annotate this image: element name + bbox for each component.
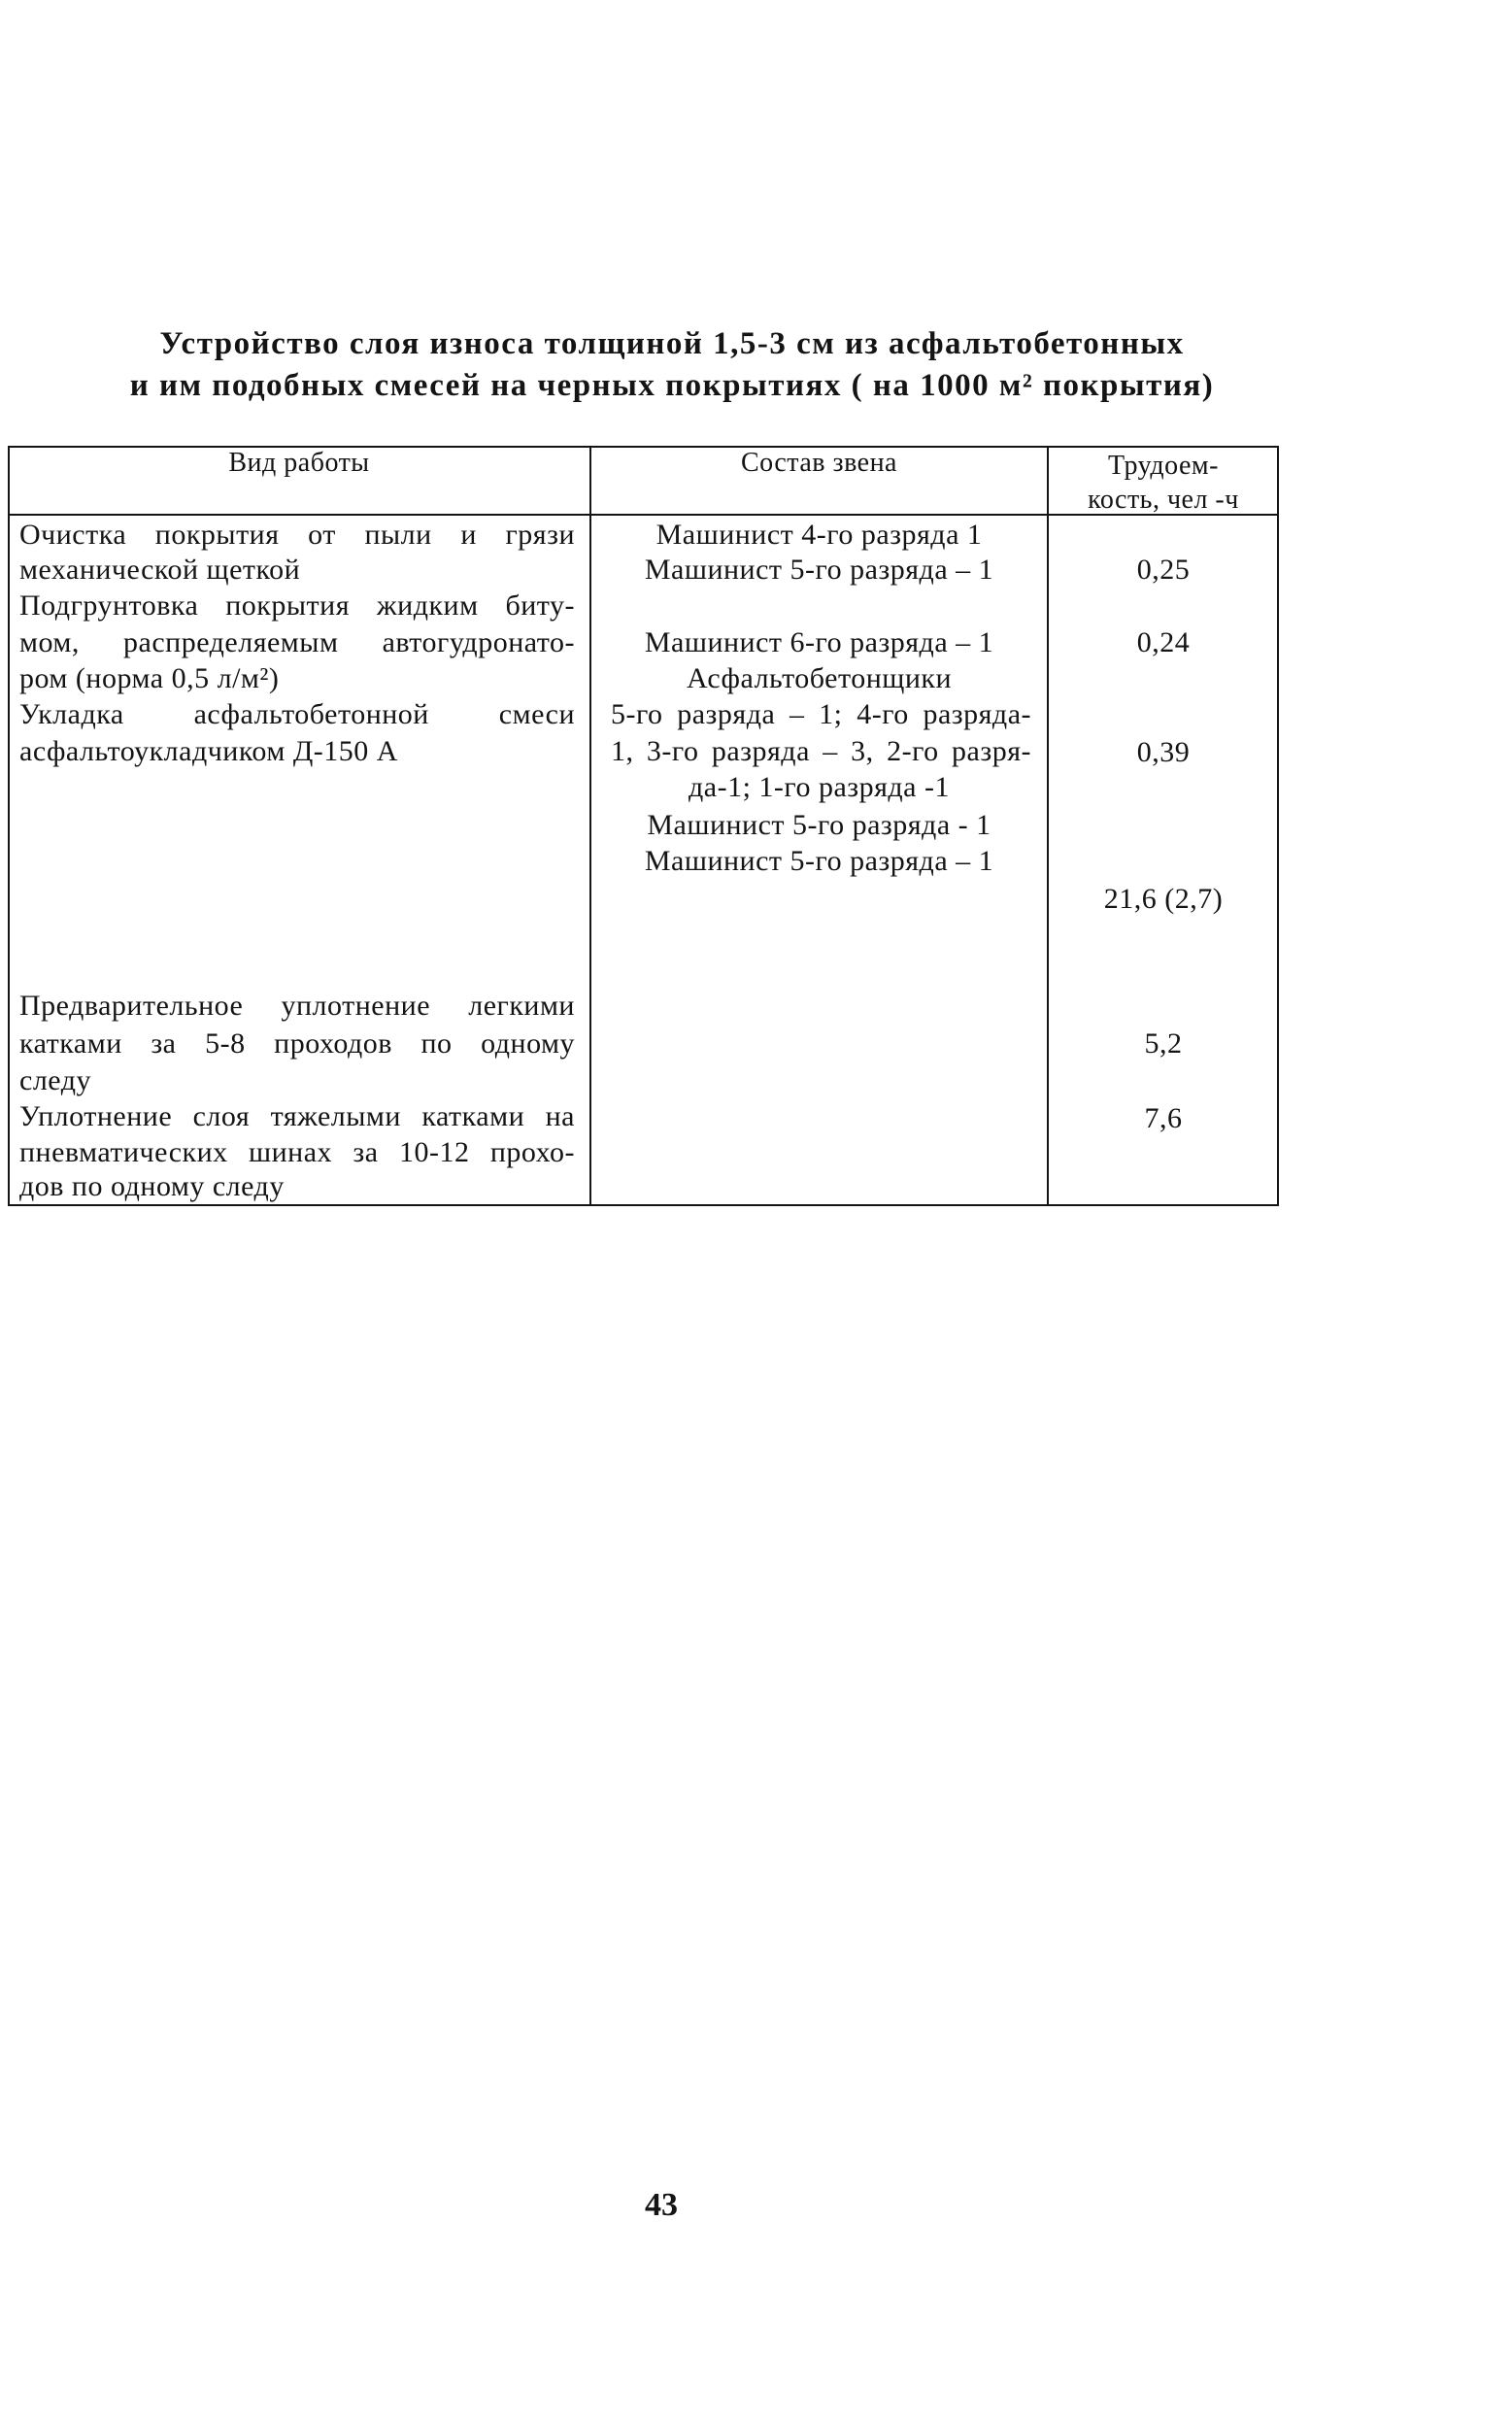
- labor-value: 5,2: [1144, 1027, 1183, 1060]
- work-line: механической щеткой: [19, 554, 301, 586]
- header-labor-line-2: кость, чел -ч: [1088, 485, 1239, 515]
- crew-line: Машинист 5-го разряда – 1: [644, 554, 994, 586]
- work-line: Подгрунтовка покрытия жидким биту-: [19, 589, 575, 622]
- labor-value: 0,24: [1136, 626, 1191, 658]
- work-line: Укладка асфальтобетонной смеси: [19, 698, 575, 730]
- crew-line: Машинист 5-го разряда – 1: [644, 845, 994, 877]
- work-line: Предварительное уплотнение легкими: [19, 990, 575, 1022]
- crew-line: Машинист 6-го разряда – 1: [644, 626, 994, 658]
- crew-line: Асфальтобетонщики: [686, 662, 953, 694]
- crew-line: 5-го разряда – 1; 4-го разряда-: [611, 698, 1031, 730]
- title-line-2: и им подобных смесей на черных покрытиях ( на 1000 м² покрытия): [129, 368, 1215, 403]
- title-line-1: Устройство слоя износа толщиной 1,5-3 см из асфальтобетонных: [159, 326, 1185, 361]
- crew-line: Машинист 4-го разряда 1: [655, 519, 983, 551]
- work-line: ром (норма 0,5 л/м²): [19, 662, 280, 694]
- header-work-type: Вид работы: [228, 448, 370, 478]
- work-line: Уплотнение слоя тяжелыми катками на: [19, 1100, 575, 1132]
- work-line: пневматических шинах за 10-12 прохо-: [19, 1136, 575, 1168]
- page-number: 43: [645, 2187, 678, 2223]
- column-divider-2: [1047, 446, 1049, 1206]
- labor-value: 0,25: [1136, 554, 1191, 586]
- work-line: дов по одному следу: [19, 1170, 285, 1202]
- labor-value: 21,6 (2,7): [1103, 883, 1224, 915]
- work-line: Очистка покрытия от пыли и грязи: [19, 519, 575, 551]
- labor-value: 0,39: [1136, 736, 1191, 768]
- crew-line: 1, 3-го разряда – 3, 2-го разря-: [611, 735, 1031, 767]
- work-line: асфальтоукладчиком Д-150 А: [19, 735, 398, 767]
- work-line: мом, распределяемым автогудронато-: [19, 626, 575, 658]
- crew-line: Машинист 5-го разряда - 1: [647, 809, 991, 841]
- labor-value: 7,6: [1144, 1102, 1183, 1134]
- header-crew: Состав звена: [741, 448, 897, 478]
- crew-line: да-1; 1-го разряда -1: [689, 771, 950, 803]
- work-line: катками за 5-8 проходов по одному: [19, 1027, 575, 1060]
- column-divider-1: [589, 446, 591, 1206]
- work-line: следу: [19, 1064, 91, 1096]
- header-labor-line-1: Трудоем-: [1108, 451, 1219, 481]
